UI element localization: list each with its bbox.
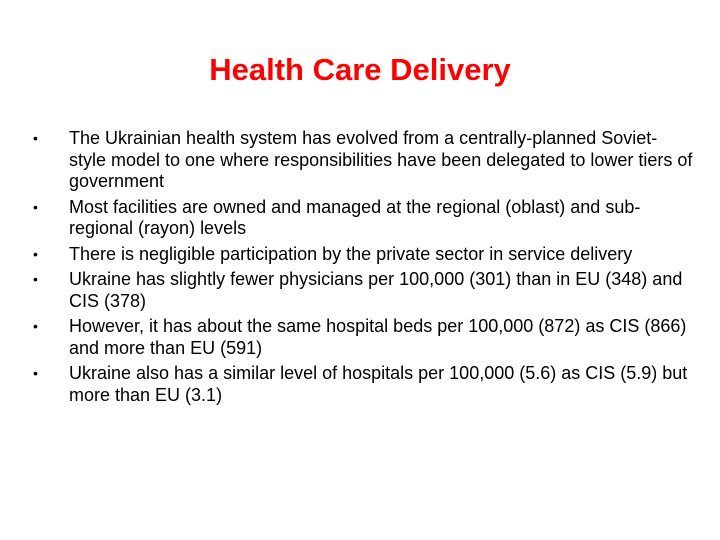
bullet-icon: • [33, 198, 38, 215]
bullet-icon: • [33, 130, 38, 146]
bullet-item [33, 197, 693, 240]
bullet-item [33, 269, 693, 312]
bullet-icon: • [33, 245, 38, 262]
bullet-text: There is negligible participation by the private sector in service delivery [69, 243, 633, 264]
bullet-list [33, 128, 693, 410]
bullet-icon: • [33, 318, 38, 334]
bullet-text: Ukraine also has a similar level of hospitals per 100,000 (5.6) as CIS (5.9) but more than EU (3.1) [69, 363, 688, 405]
bullet-text: The Ukrainian health system has evolved from a centrally-planned Soviet-style model to one where responsibilities have been delegated to lower tiers of government [69, 128, 693, 191]
bullet-text: Ukraine has slightly fewer physicians per 100,000 (301) than in EU (348) and CIS (378) [69, 269, 683, 311]
slide-title: Health Care Delivery [209, 52, 511, 87]
bullet-text: Most facilities are owned and managed at the regional (oblast) and sub-regional (rayon) levels [69, 196, 641, 238]
bullet-item [33, 316, 693, 359]
bullet-icon: • [33, 271, 38, 287]
bullet-text: However, it has about the same hospital beds per 100,000 (872) as CIS (866) and more than EU (591) [69, 316, 687, 358]
bullet-item [33, 128, 693, 193]
bullet-item [33, 363, 693, 406]
bullet-item [33, 244, 693, 266]
bullet-icon: • [33, 365, 38, 381]
